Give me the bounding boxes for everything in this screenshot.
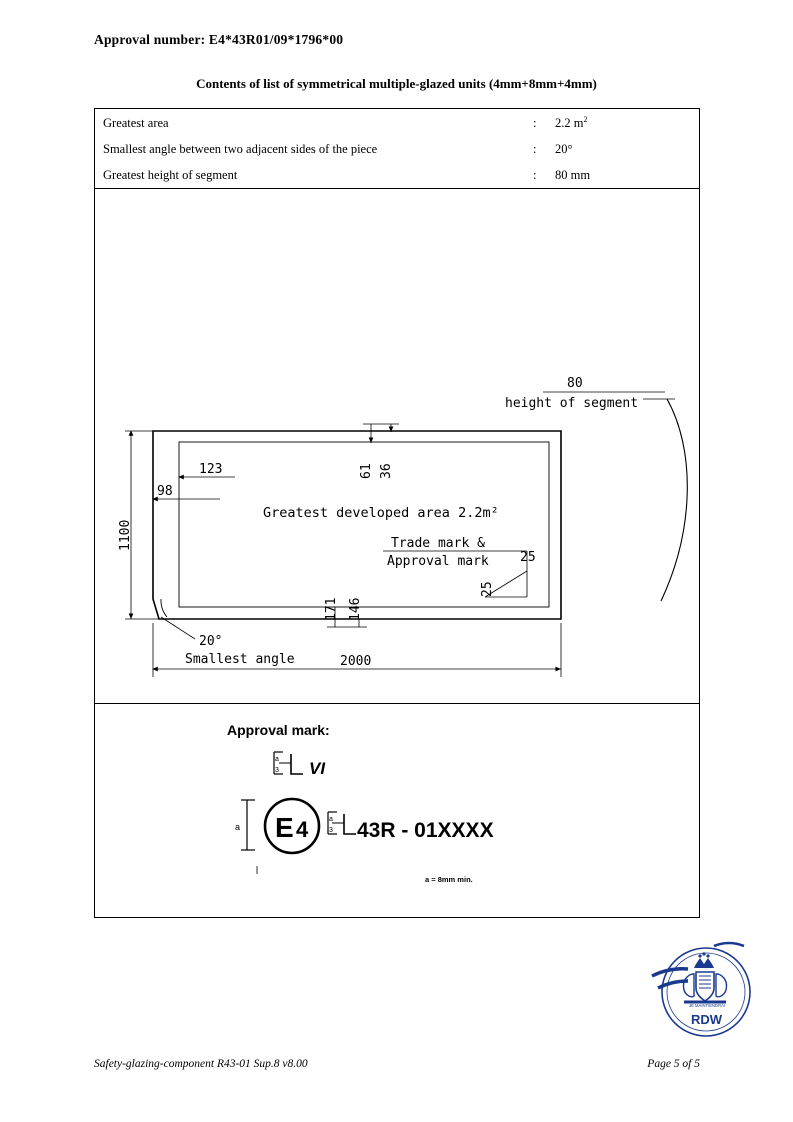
smallest-angle-value: 20° (199, 634, 223, 649)
approval-number: Approval number: E4*43R01/09*1796*00 (94, 32, 344, 47)
svg-text:E: E (275, 812, 294, 843)
spec-colon: : (533, 116, 537, 131)
greatest-area-text: Greatest developed area 2.2m² (263, 505, 499, 521)
spec-colon: : (533, 142, 537, 157)
table-row (95, 162, 699, 188)
dim-2000: 2000 (340, 654, 372, 669)
dim-171: 171 (324, 597, 339, 621)
spec-value: 20° (555, 142, 573, 157)
dim-36: 36 (379, 463, 394, 479)
dim-1100: 1100 (118, 519, 133, 551)
footer-left: Safety-glazing-component R43-01 Sup.8 v8.00 (94, 1058, 308, 1070)
dim-98: 98 (157, 484, 173, 499)
svg-text:a: a (275, 756, 279, 763)
stamp-text: RDW (691, 1012, 723, 1027)
spec-value: 80 mm (555, 168, 591, 183)
page-title: Contents of list of symmetrical multiple-glazed units (4mm+8mm+4mm) (196, 76, 597, 91)
svg-text:a: a (235, 822, 241, 832)
approval-mark-block (95, 704, 699, 917)
dim-61: 61 (359, 463, 374, 479)
specs-table (95, 109, 699, 189)
a-dimension-code (328, 812, 356, 834)
spec-label: Greatest height of segment (103, 168, 238, 183)
smallest-angle-label: Smallest angle (185, 652, 295, 667)
stamp-ring-text: JE MAINTIENDRAI (689, 1003, 726, 1008)
dim-146: 146 (348, 597, 363, 621)
e-mark (265, 799, 319, 853)
a-dimension-top (274, 752, 303, 774)
content-frame (94, 108, 700, 918)
trade-mark-line1: Trade mark & (391, 536, 485, 551)
svg-text:a: a (329, 816, 333, 823)
approval-code: 43R - 01XXXX (357, 819, 494, 842)
svg-text:4: 4 (296, 817, 309, 842)
spec-colon: : (533, 168, 537, 183)
dim-80: 80 (567, 376, 583, 391)
spec-value: 2.2 $m^2$ (555, 115, 588, 131)
table-row (95, 136, 699, 162)
dim-123: 123 (199, 462, 223, 477)
spec-label: Smallest angle between two adjacent sides of the piece (103, 142, 378, 157)
a-dimension-side (235, 800, 255, 850)
footer-right: Page 5 of 5 (647, 1058, 700, 1070)
dim-25-right: 25 (520, 550, 536, 565)
dim-25-inner: 25 (480, 581, 495, 597)
table-row (95, 109, 699, 136)
spec-label: Greatest area (103, 116, 169, 131)
height-of-segment-label: height of segment (505, 396, 639, 411)
svg-text:3: 3 (275, 767, 279, 774)
svg-text:3: 3 (329, 827, 333, 834)
technical-drawing (95, 199, 699, 704)
trade-mark-line2: Approval mark (387, 554, 489, 569)
a-note: a = 8mm min. (425, 875, 473, 884)
rdw-stamp (648, 938, 760, 1046)
approval-mark-title: Approval mark: (227, 722, 330, 738)
roman-numeral: VI (309, 759, 326, 778)
